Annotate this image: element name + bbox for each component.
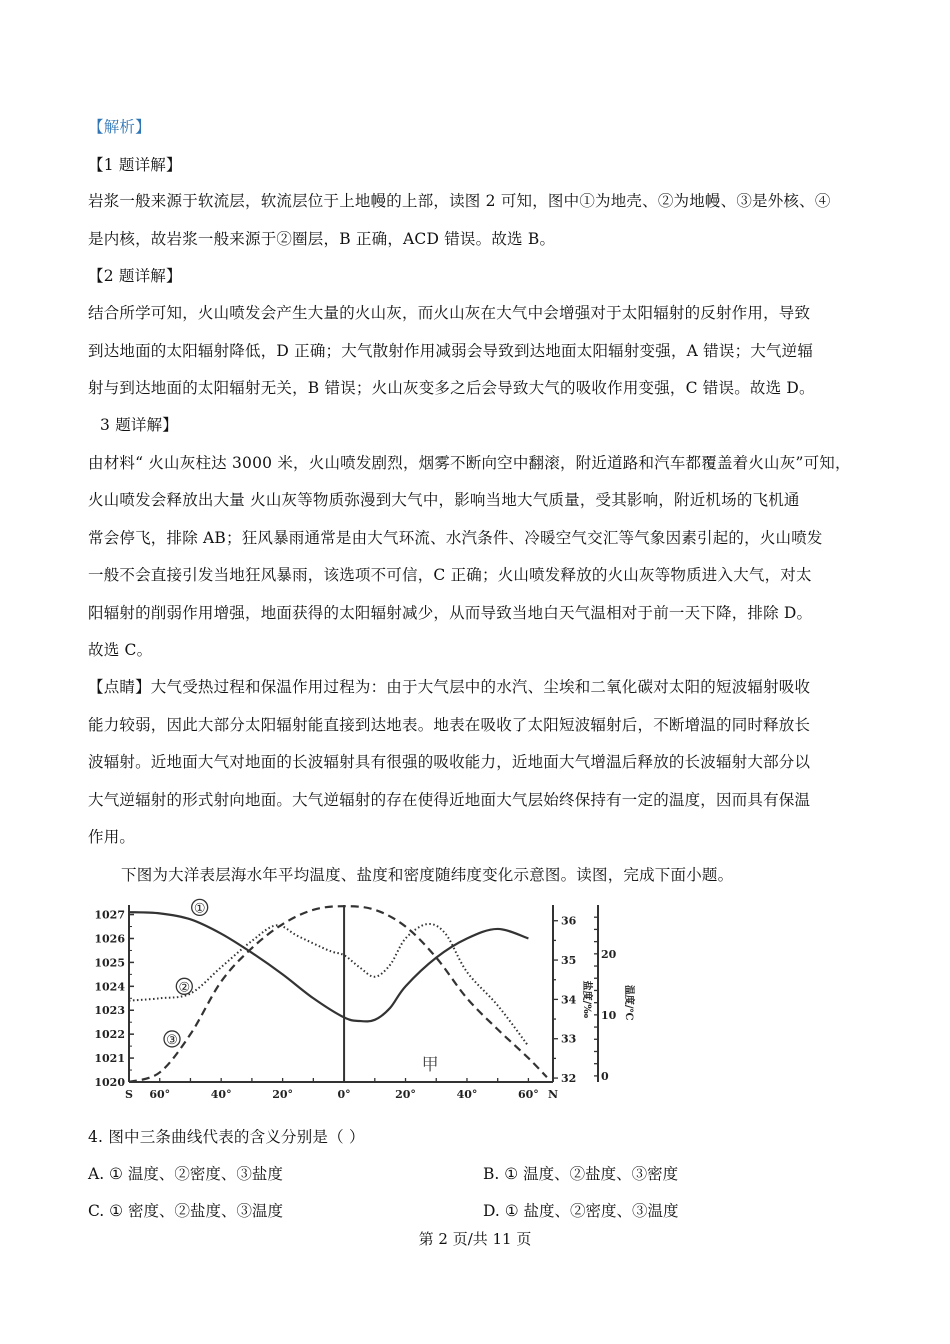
salinity-tick-label: 32: [561, 1072, 577, 1086]
latitude-tick-label: 20°: [272, 1088, 294, 1101]
density-tick-label: 1025: [94, 956, 125, 970]
density-tick-label: 1020: [94, 1076, 125, 1089]
latitude-tick-label: S: [125, 1088, 133, 1101]
q1-header: 【1 题详解】: [88, 156, 182, 174]
q3-line: 由材料“ 火山灰柱达 3000 米，火山喷发剧烈，烟雾不断向空中翻滚，附近道路和汽车都覆盖着火山灰”可知，: [88, 454, 851, 472]
temperature-tick-label: 0: [601, 1069, 609, 1083]
page-footer: 第 2 页/共 11 页: [418, 1230, 532, 1248]
curve-dashed: [129, 906, 547, 1082]
q4-option-a[interactable]: A. ① 温度、②密度、③盐度: [88, 1165, 283, 1183]
tip-line: 【点睛】大气受热过程和保温作用过程为：由于大气层中的水汽、尘埃和二氧化碳对太阳的短波辐射吸收: [88, 678, 811, 696]
latitude-tick-label: 20°: [395, 1088, 416, 1101]
q1-line: 岩浆一般来源于软流层，软流层位于上地幔的上部，读图 2 可知，图中①为地壳、②为地幔、③是外核、④: [88, 192, 831, 210]
latitude-tick-label: 40°: [210, 1088, 232, 1101]
q3-line: 故选 C。: [88, 641, 153, 659]
tip-line: 波辐射。近地面大气对地面的长波辐射具有很强的吸收能力，近地面大气增温后释放的长波辐射大部分以: [88, 753, 811, 771]
q3-line: 阳辐射的削弱作用增强，地面获得的太阳辐射减少，从而导致当地白天气温相对于前一天下降，排除 D。: [88, 604, 813, 622]
q4-option-b[interactable]: B. ① 温度、②盐度、③密度: [483, 1165, 679, 1183]
q4-stem: 4. 图中三条曲线代表的含义分别是（ ）: [88, 1128, 365, 1146]
curve-solid: [129, 912, 528, 1021]
density-tick-label: 1024: [94, 980, 125, 994]
q3-line: 常会停飞，排除 AB；狂风暴雨通常是由大气环流、水汽条件、冷暖空气交汇等气象因素引起的，火山喷发: [88, 529, 823, 547]
tip-line: 作用。: [88, 828, 136, 846]
salinity-axis-label: 盐度/‰: [581, 980, 592, 1019]
q2-line: 到达地面的太阳辐射降低，D 正确；大气散射作用减弱会导致到达地面太阳辐射变强，A 错误；大气逆辐: [88, 342, 814, 360]
salinity-tick-label: 33: [561, 1032, 577, 1046]
q3-header: 3 题详解】: [100, 416, 178, 434]
q4-option-c[interactable]: C. ① 密度、②盐度、③温度: [88, 1202, 283, 1220]
ocean-latitude-chart: [88, 896, 648, 1108]
q3-line: 火山喷发会释放出大量 火山灰等物质弥漫到大气中，影响当地大气质量，受其影响，附近机场的飞机通: [88, 491, 800, 509]
tip-line: 大气逆辐射的形式射向地面。大气逆辐射的存在使得近地面大气层始终保持有一定的温度，因而具有保温: [88, 791, 811, 809]
curve-label: ③: [166, 1032, 178, 1048]
q4-option-d[interactable]: D. ① 盐度、②密度、③温度: [483, 1202, 679, 1220]
analysis-header: 【解析】: [88, 118, 151, 136]
density-tick-label: 1022: [94, 1028, 125, 1042]
salinity-tick-label: 34: [561, 993, 577, 1007]
tip-line: 能力较弱，因此大部分太阳辐射能直接到达地表。地表在吸收了太阳短波辐射后，不断增温的同时释放长: [88, 716, 811, 734]
latitude-tick-label: 0°: [337, 1088, 351, 1101]
intro-text: 下图为大洋表层海水年平均温度、盐度和密度随纬度变化示意图。读图，完成下面小题。: [121, 866, 734, 884]
curve-label: ②: [178, 980, 191, 996]
temperature-axis-label: 温度/℃: [623, 984, 634, 1021]
temperature-tick-label: 20: [601, 947, 617, 961]
latitude-tick-label: 40°: [456, 1088, 478, 1101]
q1-line: 是内核，故岩浆一般来源于②圈层，B 正确，ACD 错误。故选 B。: [88, 230, 556, 248]
q3-line: 一般不会直接引发当地狂风暴雨，该选项不可信，C 正确；火山喷发释放的火山灰等物质进入大气，对太: [88, 566, 812, 584]
chart-svg: [88, 896, 648, 1108]
q2-line: 结合所学可知，火山喷发会产生大量的火山灰，而火山灰在大气中会增强对于太阳辐射的反射作用，导致: [88, 304, 811, 322]
latitude-tick-label: 60°: [149, 1088, 171, 1101]
latitude-tick-label: 60°: [518, 1088, 539, 1101]
density-tick-label: 1026: [94, 932, 125, 946]
latitude-tick-label: N: [547, 1088, 559, 1101]
density-tick-label: 1021: [94, 1052, 125, 1066]
salinity-tick-label: 35: [561, 954, 577, 968]
salinity-tick-label: 36: [561, 914, 577, 928]
curve-label: ①: [193, 901, 206, 917]
q2-line: 射与到达地面的太阳辐射无关，B 错误；火山灰变多之后会导致大气的吸收作用变强，C 错误。故选 D。: [88, 379, 815, 397]
q2-header: 【2 题详解】: [88, 267, 182, 285]
density-tick-label: 1027: [94, 908, 125, 922]
density-tick-label: 1023: [94, 1004, 125, 1018]
temperature-tick-label: 10: [601, 1008, 617, 1022]
annotation-jia: 甲: [421, 1055, 439, 1075]
